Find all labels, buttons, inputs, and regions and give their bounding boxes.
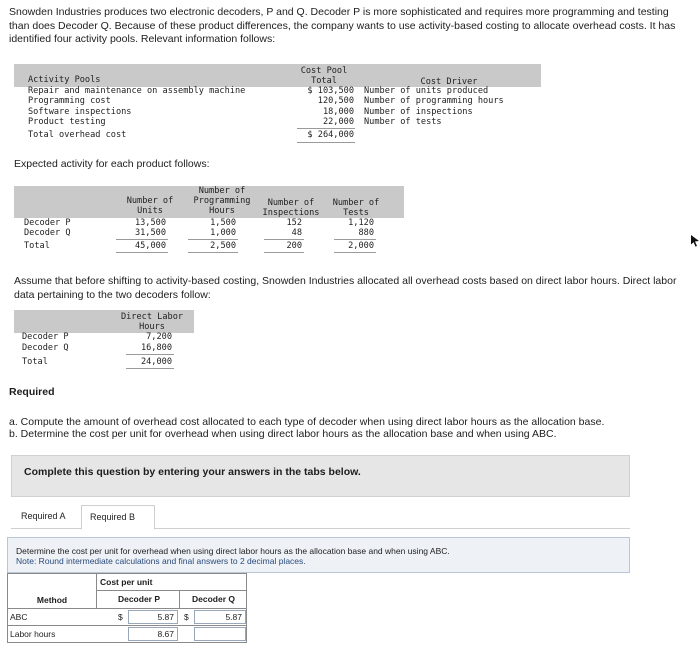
total-rule — [297, 142, 355, 143]
expected-activity-label: Expected activity for each product follows: — [14, 158, 210, 170]
subtotal-rule — [126, 354, 174, 355]
cell-hours: 7,200 — [146, 332, 172, 342]
col-header-units-2: Units — [137, 206, 163, 216]
question-instruction-text: Determine the cost per unit for overhead when using direct labor hours as the allocation base and when using ABC. — [16, 546, 450, 556]
abc-decoder-p-input[interactable]: 5.87 — [128, 610, 178, 624]
row-label: Total — [22, 357, 48, 367]
cell-inspections: 200 — [286, 241, 302, 251]
method-label: ABC — [10, 612, 28, 622]
col-header-tests-2: Tests — [343, 208, 369, 218]
pool-cost: $ 103,500 — [307, 86, 354, 96]
cost-per-unit-header-cell — [96, 574, 247, 591]
pool-cost: 22,000 — [322, 117, 354, 127]
col-header-direct-labor: Direct Labor — [120, 312, 184, 322]
pool-driver: Number of programming hours — [364, 96, 504, 106]
cell-programming: 1,000 — [210, 228, 236, 238]
subtotal-rule — [334, 239, 376, 240]
subtotal-rule — [264, 239, 304, 240]
instruction-banner-text: Complete this question by entering your answers in the tabs below. — [24, 466, 361, 478]
cell-tests: 2,000 — [348, 241, 374, 251]
labor-hours-decoder-q-input[interactable] — [194, 627, 246, 641]
col-header-programming-2: Programming — [193, 196, 251, 206]
col-header-activity-pools: Activity Pools — [28, 75, 101, 85]
assumption-paragraph: Assume that before shifting to activity-based costing, Snowden Industries allocated all overhead costs based on direct labor hours. Direct labor data pertaining to the two decoders follow: — [14, 275, 677, 301]
cell-units: 13,500 — [134, 218, 166, 228]
cost-per-unit-header: Cost per unit — [100, 577, 153, 587]
table-row-labor-hours — [8, 625, 246, 642]
subtotal-rule — [297, 128, 355, 129]
mouse-cursor-icon — [690, 234, 700, 248]
pool-cost: 120,500 — [317, 96, 354, 106]
intro-paragraph: Snowden Industries produces two electronic decoders, P and Q. Decoder P is more sophisticated and requires more programming and testing than does Decoder Q. Because of these product differences, the company wants to use activity-based costing to allocate overhead costs. It has identified four activity pools. Relevant information follows: — [9, 6, 676, 45]
direct-labor-table — [14, 310, 194, 370]
pool-name: Product testing — [28, 117, 106, 127]
currency-symbol: $ — [118, 612, 123, 622]
col-header-decoder-p: Decoder P — [117, 594, 161, 604]
cell-units: 45,000 — [134, 241, 166, 251]
total-rule — [264, 252, 304, 253]
cell-inspections: 152 — [286, 218, 302, 228]
col-header-cost-driver: Cost Driver — [420, 77, 478, 87]
col-header-tests-1: Number of — [332, 198, 380, 208]
method-label: Labor hours — [10, 629, 56, 639]
pool-total-cost: $ 264,000 — [307, 130, 354, 140]
col-header-total: Total — [311, 76, 337, 86]
col-header-method: Method — [36, 595, 68, 605]
col-header-inspections-1: Number of — [267, 198, 315, 208]
row-label: Decoder Q — [22, 343, 69, 353]
row-label: Total — [24, 241, 50, 251]
rounding-note: Note: Round intermediate calculations and final answers to 2 decimal places. — [16, 556, 306, 566]
pool-total-label: Total overhead cost — [28, 130, 127, 140]
cell-tests: 1,120 — [348, 218, 374, 228]
total-rule — [334, 252, 376, 253]
row-label: Decoder P — [22, 332, 69, 342]
total-rule — [188, 252, 238, 253]
total-rule — [116, 252, 168, 253]
cell-hours: 24,000 — [140, 357, 172, 367]
pool-name: Software inspections — [28, 107, 132, 117]
pool-cost: 18,000 — [322, 107, 354, 117]
required-heading: Required — [9, 386, 55, 398]
pool-driver: Number of units produced — [364, 86, 489, 96]
col-header-programming-3: Hours — [209, 206, 235, 216]
decoder-p-header-cell — [96, 591, 180, 608]
expected-activity-table — [14, 186, 404, 258]
tab-strip — [11, 505, 630, 529]
answer-table — [7, 573, 247, 643]
col-header-hours: Hours — [139, 322, 165, 332]
pool-name: Repair and maintenance on assembly machine — [28, 86, 246, 96]
tab-required-a[interactable]: Required A — [21, 511, 66, 521]
col-header-decoder-q: Decoder Q — [192, 594, 235, 604]
currency-symbol: $ — [184, 612, 189, 622]
required-b-text: b. Determine the cost per unit for overhead when using direct labor hours as the allocation base and when using ABC. — [9, 428, 557, 440]
abc-decoder-q-input[interactable]: 5.87 — [194, 610, 246, 624]
pool-driver: Number of tests — [364, 117, 442, 127]
total-rule — [126, 368, 174, 369]
required-a-text: a. Compute the amount of overhead cost allocated to each type of decoder when using direct labor hours as the allocation base. — [9, 416, 605, 428]
table-row-abc — [8, 608, 246, 625]
subtotal-rule — [116, 239, 168, 240]
activity-pools-table — [14, 64, 541, 152]
cell-programming: 1,500 — [210, 218, 236, 228]
cell-tests: 880 — [358, 228, 374, 238]
pool-name: Programming cost — [28, 96, 111, 106]
col-header-cost-pool: Cost Pool — [300, 66, 348, 76]
col-header-units-1: Number of — [126, 196, 174, 206]
col-header-programming-1: Number of — [198, 186, 246, 196]
row-label: Decoder P — [24, 218, 71, 228]
cell-programming: 2,500 — [210, 241, 236, 251]
row-label: Decoder Q — [24, 228, 71, 238]
instruction-banner — [11, 455, 630, 497]
labor-hours-decoder-p-input[interactable]: 8.67 — [128, 627, 178, 641]
subtotal-rule — [188, 239, 238, 240]
tab-required-b[interactable]: Required B — [81, 505, 155, 530]
cell-hours: 16,800 — [140, 343, 172, 353]
question-instruction-box — [7, 537, 630, 573]
cell-inspections: 48 — [291, 228, 302, 238]
cell-units: 31,500 — [134, 228, 166, 238]
col-header-inspections-2: Inspections — [262, 208, 320, 218]
pool-driver: Number of inspections — [364, 107, 473, 117]
